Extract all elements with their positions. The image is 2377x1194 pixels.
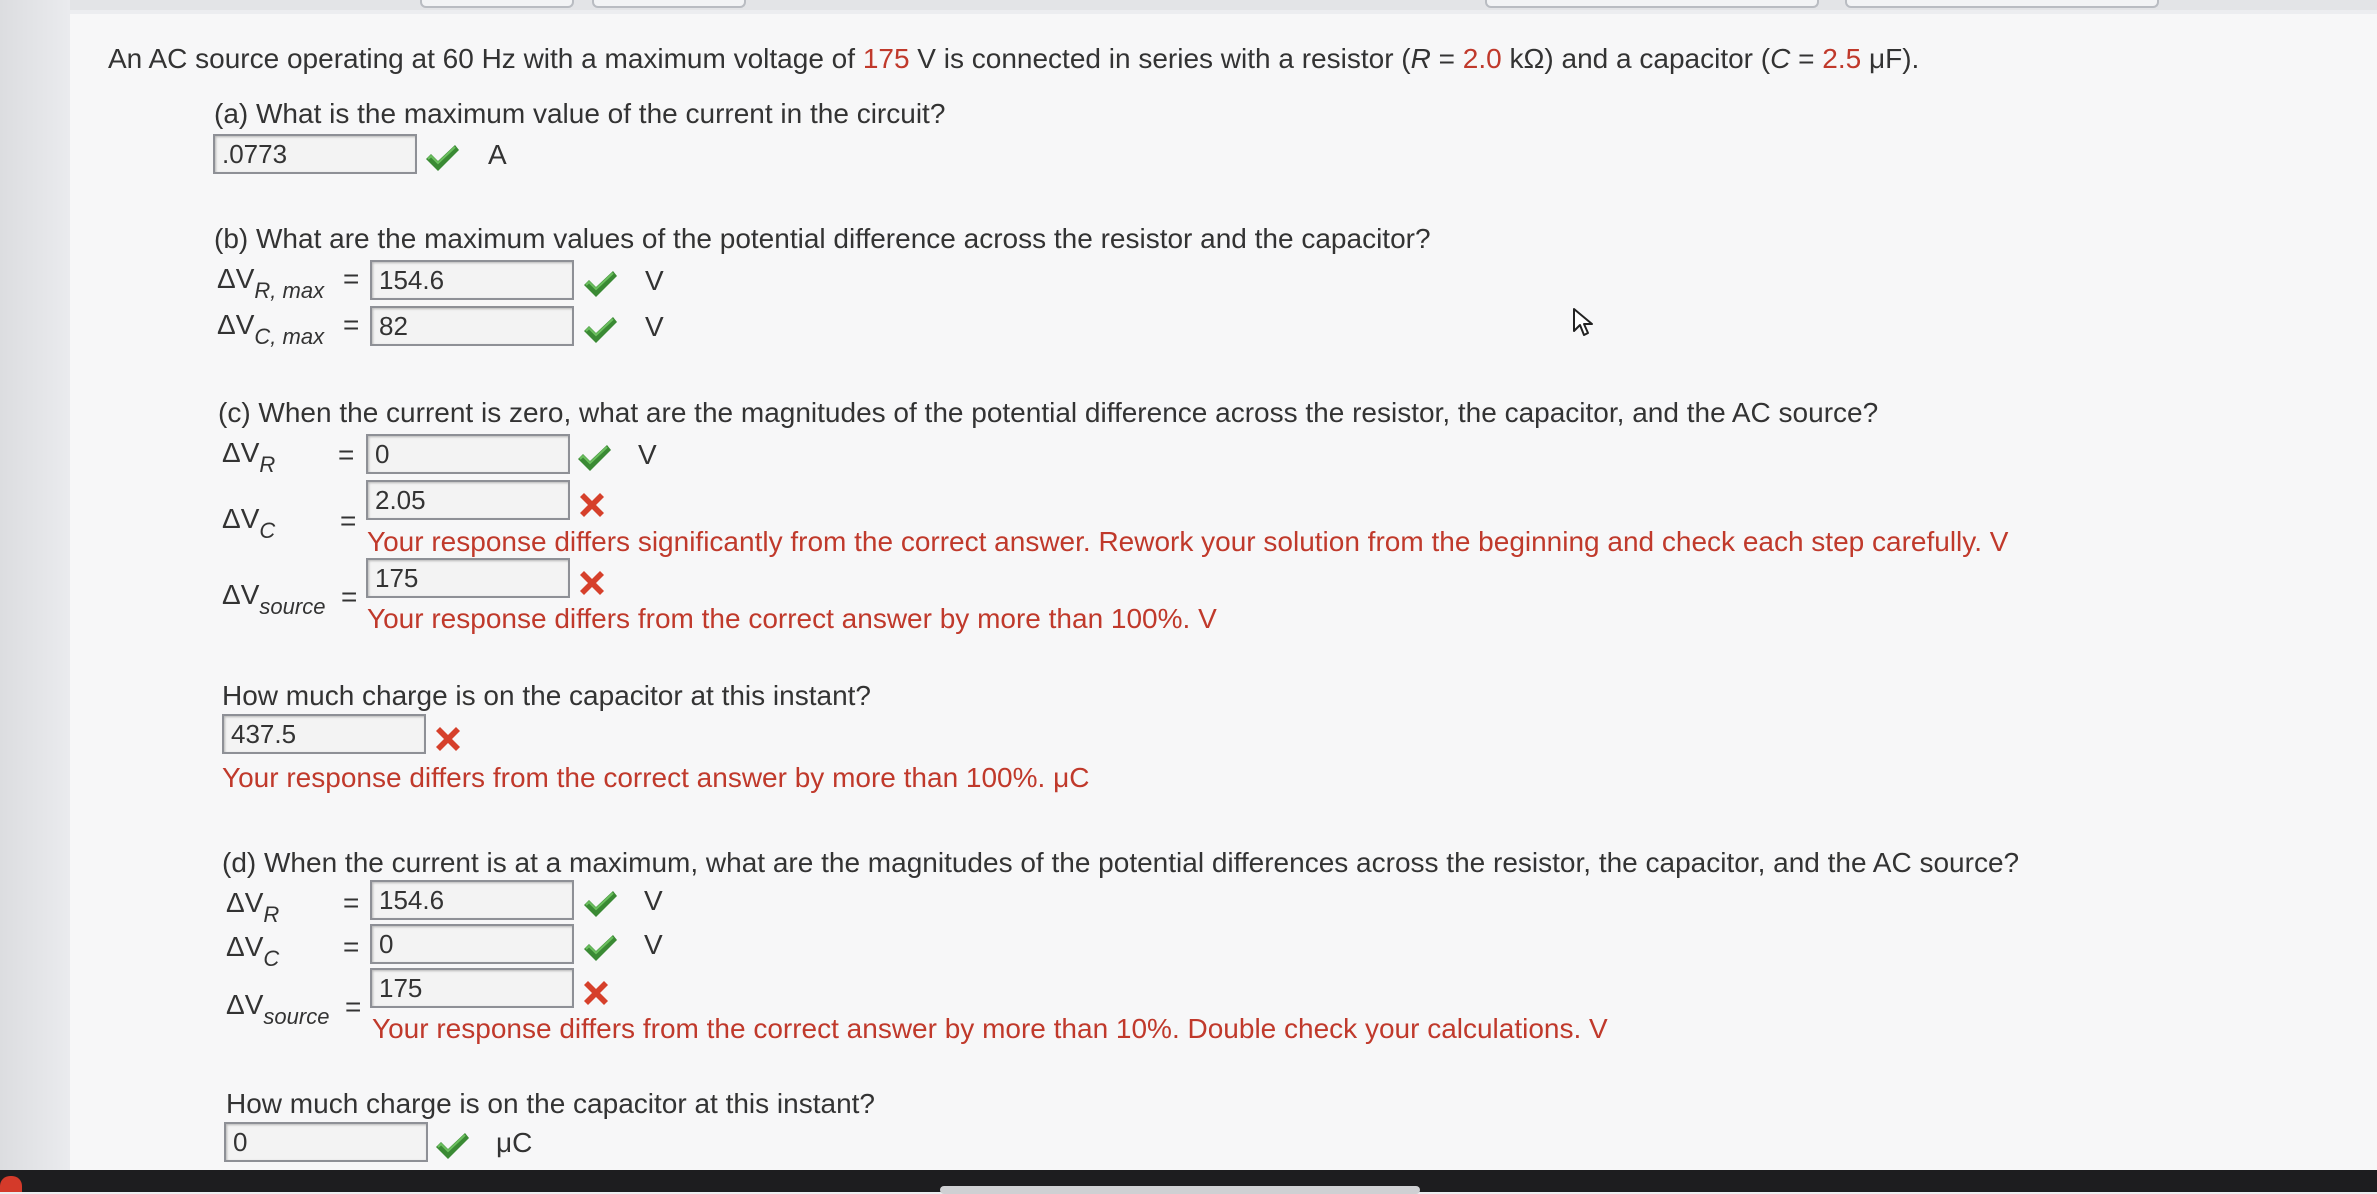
part-b-vc-max-input[interactable]: 82 — [370, 306, 574, 346]
part-c-vr-label: $\Delta V_R$ — [222, 437, 276, 477]
tab-edge — [420, 0, 574, 8]
mouse-pointer-icon — [1572, 307, 1596, 337]
part-d-vs-input[interactable]: 175 — [370, 968, 574, 1008]
equals-sign: = — [341, 581, 358, 612]
part-d-vc-unit: V — [644, 929, 663, 960]
part-b-vr-label: $\Delta V_{R, max}$ — [217, 263, 325, 303]
part-d-charge-input[interactable]: 0 — [224, 1122, 428, 1162]
cross-icon — [580, 977, 612, 1009]
part-d-vr-input[interactable]: 154.6 — [370, 880, 574, 920]
equals-sign: = — [340, 505, 357, 536]
part-a-current-input[interactable]: .0773 — [213, 134, 417, 174]
equals-sign: = — [343, 931, 360, 962]
part-d-vr-label: $\Delta V_R$ — [226, 887, 280, 927]
part-c-question: (c) When the current is zero, what are the magnitudes of the potential difference across the resistor, the capacitor, and the AC source? — [218, 397, 1879, 428]
part-d-vr-unit: V — [644, 885, 663, 916]
part-c-vs-label: $\Delta V_{source}$ — [222, 579, 326, 619]
part-c-vs-input[interactable]: 175 — [366, 558, 570, 598]
part-b-question: (b) What are the maximum values of the potential difference across the resistor and the capacitor? — [214, 223, 1431, 254]
part-b-vr-unit: V — [645, 265, 664, 296]
taskbar-item[interactable] — [940, 1186, 1420, 1194]
part-c-charge-input[interactable]: 437.5 — [222, 714, 426, 754]
cross-icon — [576, 489, 608, 521]
tab-edge — [592, 0, 746, 8]
question-intro: An AC source operating at 60 Hz with a maximum voltage of 175 V is connected in series with a resistor (R = 2.0 kΩ) and a capacitor (C = 2.5 μF). — [108, 43, 1920, 74]
check-icon — [582, 314, 618, 346]
check-icon — [582, 932, 618, 964]
equals-sign: = — [345, 991, 362, 1022]
left-margin — [0, 0, 70, 1192]
part-d-question: (d) When the current is at a maximum, what are the magnitudes of the potential differences across the resistor, the capacitor, and the AC source? — [222, 847, 2020, 878]
part-c-vc-feedback: Your response differs significantly from the correct answer. Rework your solution from the beginning and check each step carefully. V — [367, 526, 2009, 557]
part-c-vc-input[interactable]: 2.05 — [366, 480, 570, 520]
tab-edge — [1845, 0, 2159, 8]
part-b-vr-max-input[interactable]: 154.6 — [370, 260, 574, 300]
part-d-vs-label: $\Delta V_{source}$ — [226, 989, 330, 1029]
part-d-vs-feedback: Your response differs from the correct answer by more than 10%. Double check your calculations. V — [372, 1013, 1608, 1044]
cross-icon — [576, 567, 608, 599]
part-a-question: (a) What is the maximum value of the current in the circuit? — [214, 98, 946, 129]
check-icon — [576, 442, 612, 474]
check-icon — [424, 142, 460, 174]
equals-sign: = — [343, 887, 360, 918]
part-d-vc-input[interactable]: 0 — [370, 924, 574, 964]
equals-sign: = — [338, 439, 355, 470]
part-b-vc-unit: V — [645, 311, 664, 342]
part-c-vs-feedback: Your response differs from the correct answer by more than 100%. V — [367, 603, 1217, 634]
part-c-vr-unit: V — [638, 439, 657, 470]
check-icon — [582, 268, 618, 300]
equals-sign: = — [343, 309, 360, 340]
part-b-vc-label: $\Delta V_{C, max}$ — [217, 309, 325, 349]
part-c-vr-input[interactable]: 0 — [366, 434, 570, 474]
tab-edge — [1485, 0, 1819, 8]
check-icon — [582, 888, 618, 920]
part-c-vc-label: $\Delta V_C$ — [222, 503, 276, 543]
part-d-vc-label: $\Delta V_C$ — [226, 931, 280, 971]
part-d-charge-unit: μC — [496, 1127, 533, 1158]
part-a-unit: A — [488, 139, 507, 170]
part-d-charge-question: How much charge is on the capacitor at this instant? — [226, 1088, 876, 1119]
check-icon — [434, 1130, 470, 1162]
part-c-charge-feedback: Your response differs from the correct answer by more than 100%. μC — [222, 762, 1090, 793]
cross-icon — [432, 723, 464, 755]
equals-sign: = — [343, 263, 360, 294]
app-icon[interactable] — [0, 1176, 22, 1192]
part-c-charge-question: How much charge is on the capacitor at this instant? — [222, 680, 872, 711]
